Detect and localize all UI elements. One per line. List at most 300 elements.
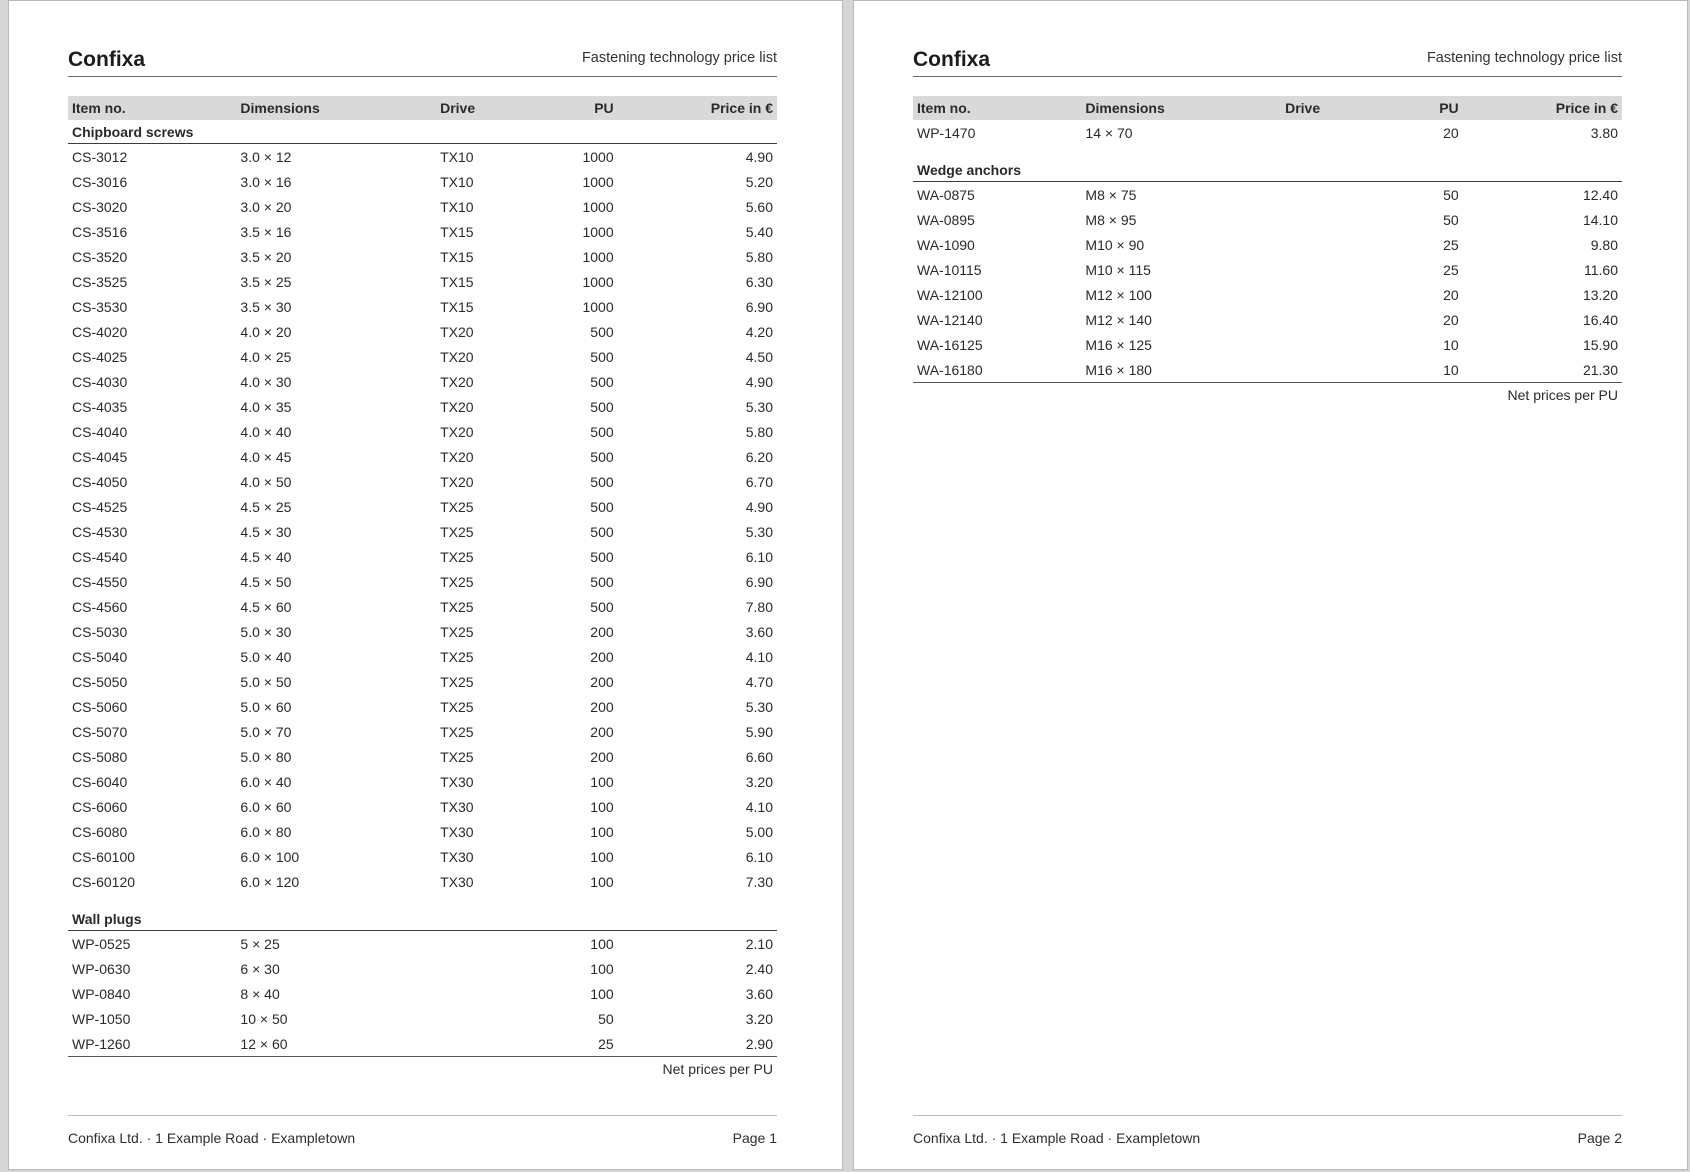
table-row — [913, 282, 1622, 307]
net-prices-note: Net prices per PU — [662, 1061, 773, 1077]
price-cell: 5.00 — [745, 823, 773, 840]
table-row — [68, 669, 777, 694]
column-header-dimensions: Dimensions — [236, 96, 436, 120]
pu-cell: 100 — [590, 873, 614, 890]
table-row — [913, 357, 1622, 383]
column-header-item-no: Item no. — [913, 96, 1081, 120]
drive-cell: TX30 — [440, 773, 474, 790]
price-cell: 5.20 — [745, 173, 773, 190]
price-cell: 5.60 — [745, 198, 773, 215]
table-row — [68, 494, 777, 519]
pu-cell: 500 — [590, 498, 614, 515]
item-number-cell: WA-0875 — [917, 186, 975, 203]
price-cell: 6.90 — [745, 573, 773, 590]
table-row — [68, 319, 777, 344]
item-number-cell: WP-1470 — [917, 124, 976, 141]
dimensions-cell: 4.5 × 60 — [240, 598, 292, 615]
pu-cell: 500 — [590, 348, 614, 365]
dimensions-cell: 8 × 40 — [240, 985, 280, 1002]
drive-cell: TX25 — [440, 698, 474, 715]
drive-cell: TX15 — [440, 298, 474, 315]
table-row — [68, 844, 777, 869]
item-number-cell: CS-3530 — [72, 298, 128, 315]
dimensions-cell: 14 × 70 — [1085, 124, 1133, 141]
price-cell: 3.20 — [745, 773, 773, 790]
item-number-cell: WA-0895 — [917, 211, 975, 228]
item-number-cell: CS-5070 — [72, 723, 128, 740]
table-row — [68, 344, 777, 369]
pu-cell: 100 — [590, 798, 614, 815]
item-number-cell: CS-60120 — [72, 873, 136, 890]
dimensions-cell: 3.0 × 16 — [240, 173, 292, 190]
dimensions-cell: 4.5 × 50 — [240, 573, 292, 590]
pu-cell: 100 — [590, 823, 614, 840]
price-list-page-2 — [853, 0, 1688, 1170]
item-number-cell: WP-0840 — [72, 985, 131, 1002]
table-row — [68, 619, 777, 644]
item-number-cell: CS-4045 — [72, 448, 128, 465]
table-row — [68, 769, 777, 794]
price-cell: 2.40 — [745, 960, 773, 977]
table-section — [68, 120, 777, 894]
item-number-cell: CS-4550 — [72, 573, 128, 590]
section-heading: Wedge anchors — [913, 145, 1622, 182]
drive-cell: TX10 — [440, 148, 474, 165]
item-number-cell: WP-1050 — [72, 1010, 131, 1027]
dimensions-cell: 6.0 × 120 — [240, 873, 300, 890]
dimensions-cell: M16 × 180 — [1081, 357, 1281, 383]
pu-cell: 100 — [590, 960, 614, 977]
pu-cell: 500 — [590, 473, 614, 490]
dimensions-cell: 3.5 × 25 — [240, 273, 292, 290]
page-number: Page 2 — [1577, 1130, 1622, 1146]
price-cell: 9.80 — [1590, 236, 1618, 253]
drive-cell — [436, 956, 527, 981]
drive-cell — [1281, 307, 1372, 332]
pu-cell: 100 — [590, 773, 614, 790]
item-number-cell: CS-3016 — [72, 173, 128, 190]
table-row — [68, 744, 777, 769]
drive-cell: TX25 — [440, 748, 474, 765]
drive-cell: TX10 — [440, 198, 474, 215]
drive-cell: TX20 — [440, 348, 474, 365]
drive-cell — [436, 981, 527, 1006]
item-number-cell: CS-5060 — [72, 698, 128, 715]
dimensions-cell: 3.5 × 30 — [240, 298, 292, 315]
column-header-price: Price in € — [1463, 96, 1622, 120]
price-cell: 6.90 — [745, 298, 773, 315]
dimensions-cell: 4.5 × 25 — [240, 498, 292, 515]
pu-cell: 25 — [1443, 261, 1459, 278]
item-number-cell: WA-12100 — [917, 286, 983, 303]
price-cell: 6.10 — [745, 548, 773, 565]
drive-cell — [1281, 182, 1372, 208]
table-row — [68, 144, 777, 170]
column-header-item-no: Item no. — [68, 96, 236, 120]
item-number-cell: WP-0630 — [72, 960, 131, 977]
table-row — [913, 182, 1622, 208]
dimensions-cell: 6.0 × 40 — [240, 773, 292, 790]
column-header-price: Price in € — [618, 96, 777, 120]
dimensions-cell: 12 × 60 — [236, 1031, 436, 1057]
pu-cell: 20 — [1443, 124, 1459, 141]
price-cell: 7.80 — [745, 598, 773, 615]
section-heading-row — [68, 894, 777, 931]
price-cell: 3.80 — [1590, 124, 1618, 141]
price-cell: 7.30 — [745, 873, 773, 890]
price-cell: 5.30 — [745, 523, 773, 540]
drive-cell — [1281, 257, 1372, 282]
pu-cell: 1000 — [582, 173, 614, 190]
dimensions-cell: M10 × 90 — [1085, 236, 1145, 253]
price-cell: 6.10 — [745, 848, 773, 865]
drive-cell — [1281, 332, 1372, 357]
table-row — [68, 219, 777, 244]
table-row — [68, 1031, 777, 1057]
pu-cell: 1000 — [582, 273, 614, 290]
table-row — [68, 469, 777, 494]
table-row — [913, 332, 1622, 357]
table-row — [68, 794, 777, 819]
table-section — [68, 894, 777, 1057]
dimensions-cell: 5 × 25 — [240, 935, 280, 952]
price-cell: 15.90 — [1582, 336, 1618, 353]
table-section — [913, 145, 1622, 383]
pu-cell: 500 — [590, 548, 614, 565]
drive-cell: TX20 — [440, 423, 474, 440]
drive-cell: TX25 — [440, 498, 474, 515]
price-cell: 21.30 — [1463, 357, 1622, 383]
drive-cell: TX15 — [440, 273, 474, 290]
dimensions-cell: 4.0 × 25 — [240, 348, 292, 365]
company-address: Confixa Ltd. · 1 Example Road · Exampletown — [913, 1130, 1201, 1146]
pu-cell: 500 — [590, 323, 614, 340]
dimensions-cell: 6.0 × 60 — [240, 798, 292, 815]
page-header — [68, 45, 777, 77]
pu-cell: 50 — [598, 1010, 614, 1027]
dimensions-cell: M8 × 95 — [1085, 211, 1137, 228]
dimensions-cell: 10 × 50 — [240, 1010, 288, 1027]
page-number: Page 1 — [732, 1130, 777, 1146]
dimensions-cell: 5.0 × 30 — [240, 623, 292, 640]
drive-cell: TX30 — [440, 798, 474, 815]
item-number-cell: CS-4050 — [72, 473, 128, 490]
table-row — [913, 207, 1622, 232]
price-table — [913, 96, 1622, 383]
drive-cell: TX20 — [440, 448, 474, 465]
dimensions-cell: M12 × 140 — [1085, 311, 1152, 328]
item-number-cell: CS-3520 — [72, 248, 128, 265]
table-header-row — [913, 96, 1622, 120]
drive-cell — [1281, 207, 1372, 232]
item-number-cell: CS-4560 — [72, 598, 128, 615]
item-number-cell: CS-3020 — [72, 198, 128, 215]
price-cell: 4.70 — [745, 673, 773, 690]
item-number-cell: CS-4525 — [72, 498, 128, 515]
pu-cell: 1000 — [582, 198, 614, 215]
pu-cell: 200 — [590, 623, 614, 640]
price-cell: 5.30 — [745, 698, 773, 715]
item-number-cell: WA-16180 — [913, 357, 1081, 383]
dimensions-cell: 3.0 × 12 — [240, 148, 292, 165]
item-number-cell: WP-0525 — [72, 935, 131, 952]
pu-cell: 500 — [590, 373, 614, 390]
table-row — [68, 569, 777, 594]
pu-cell: 500 — [590, 398, 614, 415]
item-number-cell: WA-1090 — [917, 236, 975, 253]
table-row — [68, 394, 777, 419]
dimensions-cell: 6.0 × 100 — [240, 848, 300, 865]
drive-cell: TX10 — [440, 173, 474, 190]
table-row — [68, 956, 777, 981]
drive-cell: TX20 — [440, 323, 474, 340]
pu-cell: 25 — [527, 1031, 618, 1057]
price-cell: 5.40 — [745, 223, 773, 240]
price-cell: 5.90 — [745, 723, 773, 740]
item-number-cell: WA-16125 — [917, 336, 983, 353]
table-row — [68, 294, 777, 319]
table-row — [68, 519, 777, 544]
table-row — [68, 1006, 777, 1031]
dimensions-cell: M16 × 125 — [1085, 336, 1152, 353]
item-number-cell: WA-12140 — [917, 311, 983, 328]
table-row — [68, 194, 777, 219]
drive-cell — [1281, 357, 1372, 383]
pu-cell: 1000 — [582, 298, 614, 315]
dimensions-cell: 6.0 × 80 — [240, 823, 292, 840]
drive-cell — [1281, 282, 1372, 307]
table-row — [68, 719, 777, 744]
pu-cell: 20 — [1443, 311, 1459, 328]
price-cell: 3.60 — [745, 985, 773, 1002]
table-row — [68, 869, 777, 894]
dimensions-cell: M8 × 75 — [1085, 186, 1137, 203]
drive-cell: TX30 — [440, 873, 474, 890]
drive-cell — [436, 931, 527, 957]
pu-cell: 1000 — [582, 248, 614, 265]
section-heading-row — [913, 145, 1622, 182]
item-number-cell: CS-3516 — [72, 223, 128, 240]
price-cell: 13.20 — [1582, 286, 1618, 303]
pu-cell: 50 — [1443, 186, 1459, 203]
pu-cell: 1000 — [582, 223, 614, 240]
dimensions-cell: 5.0 × 60 — [240, 698, 292, 715]
price-cell: 6.60 — [745, 748, 773, 765]
price-cell: 3.60 — [745, 623, 773, 640]
page-header — [913, 45, 1622, 77]
drive-cell: TX25 — [440, 648, 474, 665]
price-cell: 5.30 — [745, 398, 773, 415]
pu-cell: 100 — [590, 985, 614, 1002]
section-heading: Wall plugs — [68, 894, 777, 931]
dimensions-cell: 3.5 × 16 — [240, 223, 292, 240]
drive-cell: TX25 — [440, 598, 474, 615]
drive-cell — [436, 1006, 527, 1031]
dimensions-cell: M12 × 100 — [1085, 286, 1152, 303]
item-number-cell: CS-3525 — [72, 273, 128, 290]
drive-cell: TX15 — [440, 248, 474, 265]
price-cell: 12.40 — [1582, 186, 1618, 203]
dimensions-cell: 4.0 × 20 — [240, 323, 292, 340]
item-number-cell: CS-4040 — [72, 423, 128, 440]
pu-cell: 200 — [590, 673, 614, 690]
item-number-cell: CS-4025 — [72, 348, 128, 365]
item-number-cell: CS-4030 — [72, 373, 128, 390]
pu-cell: 1000 — [582, 148, 614, 165]
item-number-cell: CS-4020 — [72, 323, 128, 340]
price-cell: 4.10 — [745, 798, 773, 815]
table-row — [68, 169, 777, 194]
drive-cell — [436, 1031, 527, 1057]
price-cell: 6.20 — [745, 448, 773, 465]
drive-cell: TX25 — [440, 573, 474, 590]
column-header-drive: Drive — [1281, 96, 1372, 120]
item-number-cell: CS-4530 — [72, 523, 128, 540]
item-number-cell: CS-60100 — [72, 848, 136, 865]
price-table — [68, 96, 777, 1057]
price-cell: 2.10 — [745, 935, 773, 952]
drive-cell: TX20 — [440, 473, 474, 490]
dimensions-cell: 4.5 × 40 — [240, 548, 292, 565]
dimensions-cell: 4.0 × 45 — [240, 448, 292, 465]
dimensions-cell: 5.0 × 40 — [240, 648, 292, 665]
price-cell: 14.10 — [1582, 211, 1618, 228]
price-cell: 11.60 — [1584, 261, 1618, 278]
dimensions-cell: 5.0 × 70 — [240, 723, 292, 740]
section-heading: Chipboard screws — [68, 120, 777, 144]
dimensions-cell: 4.0 × 30 — [240, 373, 292, 390]
dimensions-cell: 3.5 × 20 — [240, 248, 292, 265]
price-cell: 5.80 — [745, 248, 773, 265]
table-row — [68, 544, 777, 569]
drive-cell: TX25 — [440, 673, 474, 690]
table-row — [68, 644, 777, 669]
column-header-pu: PU — [527, 96, 618, 120]
price-cell: 4.90 — [745, 498, 773, 515]
item-number-cell: WP-1260 — [68, 1031, 236, 1057]
price-cell: 6.30 — [745, 273, 773, 290]
item-number-cell: CS-6080 — [72, 823, 128, 840]
document-title: Fastening technology price list — [581, 50, 777, 66]
price-cell: 16.40 — [1582, 311, 1618, 328]
price-cell: 2.90 — [618, 1031, 777, 1057]
drive-cell — [1281, 120, 1372, 145]
item-number-cell: CS-5080 — [72, 748, 128, 765]
pu-cell: 500 — [590, 573, 614, 590]
price-cell: 4.90 — [745, 373, 773, 390]
item-number-cell: CS-5040 — [72, 648, 128, 665]
item-number-cell: CS-5030 — [72, 623, 128, 640]
drive-cell: TX15 — [440, 223, 474, 240]
column-header-drive: Drive — [436, 96, 527, 120]
table-row — [68, 981, 777, 1006]
drive-cell: TX30 — [440, 848, 474, 865]
pu-cell: 50 — [1443, 211, 1459, 228]
price-cell: 3.20 — [745, 1010, 773, 1027]
pu-cell: 100 — [590, 848, 614, 865]
table-row — [68, 444, 777, 469]
pu-cell: 10 — [1443, 336, 1459, 353]
dimensions-cell: 6 × 30 — [240, 960, 280, 977]
pu-cell: 200 — [590, 648, 614, 665]
pu-cell: 200 — [590, 698, 614, 715]
drive-cell: TX30 — [440, 823, 474, 840]
table-row — [913, 307, 1622, 332]
price-cell: 4.10 — [745, 648, 773, 665]
table-row — [68, 694, 777, 719]
dimensions-cell: 5.0 × 80 — [240, 748, 292, 765]
page-footer — [68, 1115, 777, 1146]
table-section — [913, 120, 1622, 145]
section-heading-row — [68, 120, 777, 144]
pu-cell: 200 — [590, 748, 614, 765]
pu-cell: 500 — [590, 523, 614, 540]
table-row — [913, 232, 1622, 257]
pu-cell: 10 — [1372, 357, 1463, 383]
item-number-cell: CS-4540 — [72, 548, 128, 565]
price-cell: 4.50 — [745, 348, 773, 365]
pu-cell: 500 — [590, 598, 614, 615]
net-prices-note: Net prices per PU — [1507, 387, 1618, 403]
table-row — [68, 369, 777, 394]
item-number-cell: CS-6040 — [72, 773, 128, 790]
price-cell: 4.90 — [745, 148, 773, 165]
drive-cell: TX25 — [440, 623, 474, 640]
pu-cell: 500 — [590, 448, 614, 465]
item-number-cell: WA-10115 — [917, 261, 982, 278]
item-number-cell: CS-4035 — [72, 398, 128, 415]
column-header-pu: PU — [1372, 96, 1463, 120]
column-header-dimensions: Dimensions — [1081, 96, 1281, 120]
drive-cell: TX20 — [440, 373, 474, 390]
item-number-cell: CS-6060 — [72, 798, 128, 815]
price-list-page-1 — [8, 0, 843, 1170]
dimensions-cell: 4.0 × 35 — [240, 398, 292, 415]
table-row — [913, 120, 1622, 145]
drive-cell: TX25 — [440, 723, 474, 740]
document-title: Fastening technology price list — [1426, 50, 1622, 66]
pu-cell: 25 — [1443, 236, 1459, 253]
item-number-cell: CS-5050 — [72, 673, 128, 690]
dimensions-cell: 4.0 × 50 — [240, 473, 292, 490]
table-row — [913, 257, 1622, 282]
drive-cell: TX25 — [440, 523, 474, 540]
company-address: Confixa Ltd. · 1 Example Road · Exampletown — [68, 1130, 356, 1146]
drive-cell: TX25 — [440, 548, 474, 565]
table-row — [68, 931, 777, 957]
item-number-cell: CS-3012 — [72, 148, 128, 165]
drive-cell: TX20 — [440, 398, 474, 415]
table-row — [68, 819, 777, 844]
pu-cell: 500 — [590, 423, 614, 440]
dimensions-cell: 5.0 × 50 — [240, 673, 292, 690]
table-row — [68, 269, 777, 294]
table-header-row — [68, 96, 777, 120]
table-row — [68, 594, 777, 619]
pu-cell: 200 — [590, 723, 614, 740]
drive-cell — [1281, 232, 1372, 257]
brand-logo-text: Confixa — [913, 48, 991, 71]
price-cell: 4.20 — [745, 323, 773, 340]
page-footer — [913, 1115, 1622, 1146]
dimensions-cell: 4.0 × 40 — [240, 423, 292, 440]
table-row — [68, 244, 777, 269]
brand-logo-text: Confixa — [68, 48, 146, 71]
dimensions-cell: 3.0 × 20 — [240, 198, 292, 215]
dimensions-cell: M10 × 115 — [1085, 261, 1151, 278]
price-cell: 6.70 — [745, 473, 773, 490]
pu-cell: 100 — [590, 935, 614, 952]
